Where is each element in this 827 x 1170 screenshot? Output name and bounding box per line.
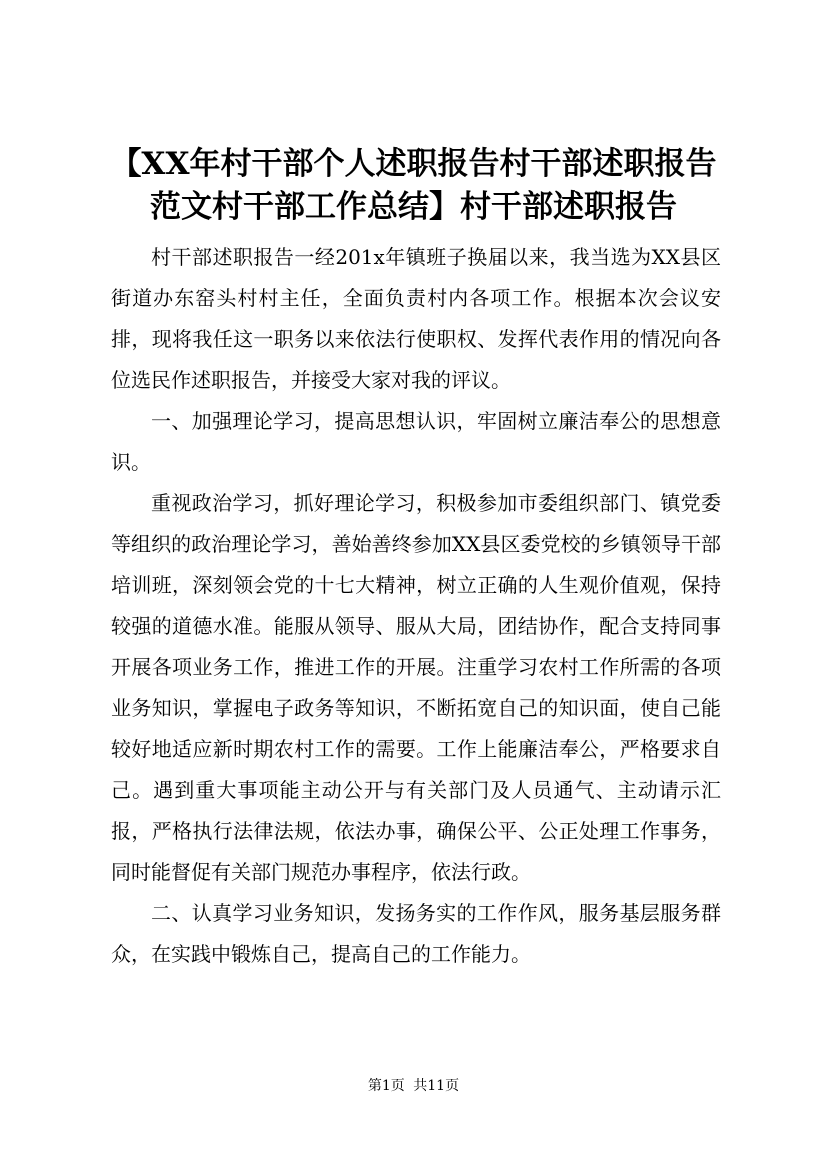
paragraph-section-1-heading: 一、加强理论学习，提高思想认识，牢固树立廉洁奉公的思想意识。 [111,409,721,474]
title-line-2: 范文村干部工作总结】村干部述职报告 [150,189,677,225]
document-body [111,237,721,975]
paragraph-section-2-heading: 二、认真学习业务知识，发扬务实的工作作风，服务基层服务群众，在实践中锻炼自己，提高自己的工作能力。 [111,901,721,966]
paragraph-section-1-body: 重视政治学习，抓好理论学习，积极参加市委组织部门、镇党委等组织的政治理论学习，善始善终参加XX县区委党校的乡镇领导干部培训班，深刻领会党的十七大精神，树立正确的人生观价值观，保持较强的道德水准。能服从领导、服从大局，团结协作，配合支持同事开展各项业务工作，推进工作的开展。注重学习农村工作所需的各项业务知识，掌握电子政务等知识，不断拓宽自己的知识面，使自己能较好地适应新时期农村工作的需要。工作上能廉洁奉公，严格要求自己。遇到重大事项能主动公开与有关部门及人员通气、主动请示汇报，严格执行法律法规，依法办事，确保公平、公正处理工作事务，同时能督促有关部门规范办事程序，依法行政。 [111,491,721,884]
page-number: 第1页 [367,1078,405,1094]
paragraph-intro: 村干部述职报告一经201x年镇班子换届以来，我当选为XX县区街道办东窑头村村主任，全面负责村内各项工作。根据本次会议安排，现将我任这一职务以来依法行使职权、发挥代表作用的情况向各位选民作述职报告，并接受大家对我的评议。 [111,245,721,392]
page-total: 共11页 [413,1078,460,1094]
title-line-1: 【XX年村干部个人述职报告村干部述职报告 [110,146,717,182]
page-footer [0,1076,827,1096]
document-title [100,143,727,229]
